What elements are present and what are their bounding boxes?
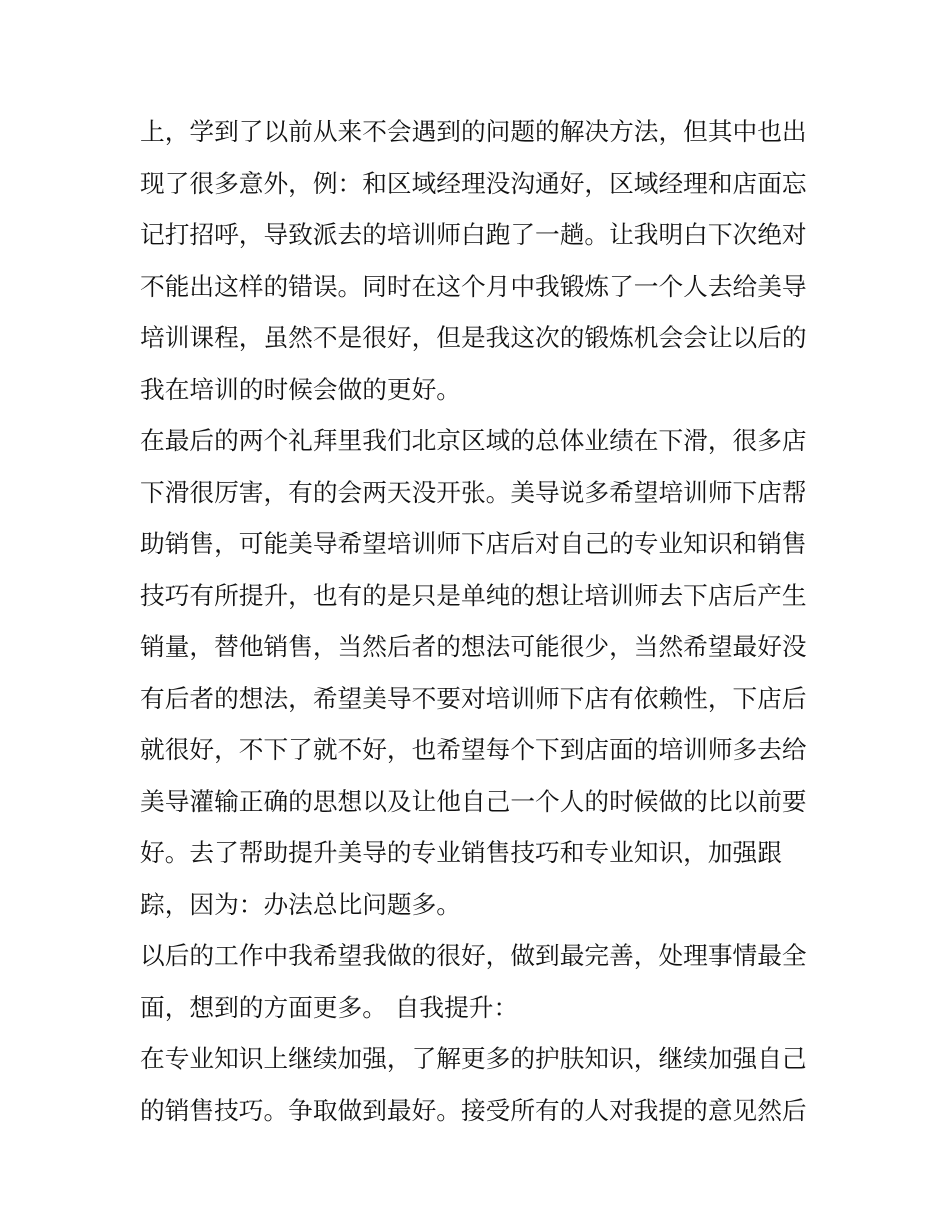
text-line: 的销售技巧。争取做到最好。接受所有的人对我提的意见然后 [140,1095,807,1125]
text-line: 现了很多意外，例：和区域经理没沟通好，区域经理和店面忘 [140,168,807,198]
text-line: 销量，替他销售，当然后者的想法可能很少，当然希望最好没 [140,632,807,661]
text-line: 面，想到的方面更多。 自我提升： [140,992,519,1022]
text-line: 记打招呼，导致派去的培训师白跑了一趟。让我明白下次绝对 [140,220,807,249]
text-line: 上，学到了以前从来不会遇到的问题的解决方法，但其中也出 [140,117,807,146]
text-line: 有后者的想法，希望美导不要对培训师下店有依赖性，下店后 [140,683,807,713]
text-line: 下滑很厉害，有的会两天没开张。美导说多希望培训师下店帮 [140,477,807,507]
text-line: 好。去了帮助提升美导的专业销售技巧和专业知识，加强跟 [140,838,782,867]
text-line: 就很好，不下了就不好，也希望每个下到店面的培训师多去给 [140,735,807,764]
text-line: 技巧有所提升，也有的是只是单纯的想让培训师去下店后产生 [140,580,807,610]
text-line: 美导灌输正确的思想以及让他自己一个人的时候做的比以前要 [140,786,807,816]
text-line: 助销售，可能美导希望培训师下店后对自己的专业知识和销售 [140,529,807,558]
text-line: 在专业知识上继续加强，了解更多的护肤知识，继续加强自己 [140,1044,807,1073]
text-line: 踪，因为：办法总比问题多。 [140,889,461,919]
text-line: 培训课程，虽然不是很好，但是我这次的锻炼机会会让以后的 [140,323,807,352]
text-line: 以后的工作中我希望我做的很好，做到最完善，处理事情最全 [140,941,807,970]
text-line: 我在培训的时候会做的更好。 [140,374,461,404]
text-line: 不能出这样的错误。同时在这个月中我锻炼了一个人去给美导 [140,271,807,301]
text-line: 在最后的两个礼拜里我们北京区域的总体业绩在下滑，很多店 [140,426,807,455]
body-text [140,106,820,1136]
